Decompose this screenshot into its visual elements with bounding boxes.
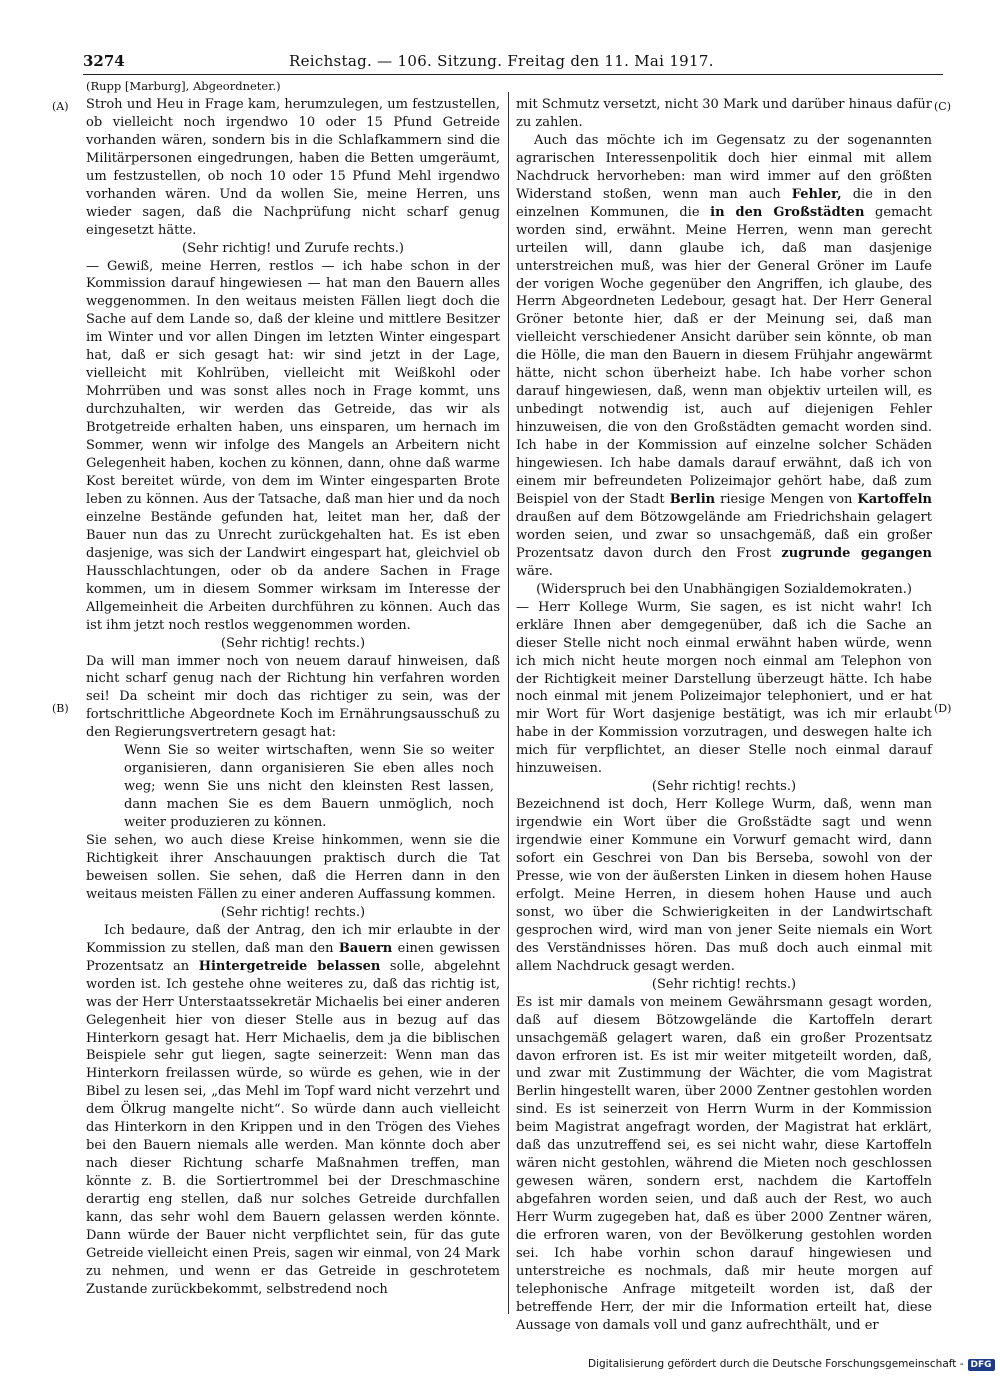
left-column — [86, 78, 500, 1299]
emphasis: Fehler, — [791, 186, 842, 202]
paragraph: Sie sehen, wo auch diese Kreise hinkommen, wenn sie die Richtigkeit ihrer Anschauungen praktisch durch die Tat beweisen sollen. Sie sehen, daß die Herren dann in den weitaus meisten Fällen zu einer anderen Auffassung kommen. — [86, 833, 500, 902]
text-run: draußen auf dem Bötzowgelände am Friedrichshain gelagert worden seien, und zwar so unsachgemäß, daß ein großer Prozentsatz davon durch den Frost — [516, 509, 932, 561]
margin-marker-d: (D) — [934, 702, 952, 715]
text-run: gemacht worden sind, erwähnt. Meine Herren, wenn man gerecht urteilen will, dann glaube ich, daß man dasjenige unterstreichen muß, was hier der General Gröner im Laufe der vorigen Woche gegenüber den Angriffen, ich glaube, des Herrn Abgeordneten Ledebour, gesagt hat. Der Herr General Gröner betonte hier, daß er der Meinung sei, daß man vielleicht verschiedener Ansicht darüber sein könnte, ob man die Hölle, die man den Bauern in diesem Frühjahr angewärmt hätte, nicht schon überheizt habe. Ich habe vorher schon darauf hingewiesen, daß, wenn man objektiv urteilen will, es unbedingt notwendig ist, auch auf diejenigen Fehler hinzuweisen, die von den Großstädten gemacht worden sind. Ich habe in der Kommission auf einzelne solcher Schäden hingewiesen. Ich habe damals darauf erwähnt, daß ich von einem mir befreundeten Polizeimajor gehört habe, daß zum Beispiel von der Stadt — [516, 204, 932, 507]
paragraph — [516, 132, 932, 581]
running-title: Reichstag. — 106. Sitzung. Freitag den 11. Mai 1917. — [289, 52, 714, 70]
paragraph: Bezeichnend ist doch, Herr Kollege Wurm, daß, wenn man irgendwie ein Wort über die Großstädte sagt und wenn irgendwie einer Kommune ein Vorwurf gemacht wird, dann sofort ein Geschrei von Dan bis Berseba, sowohl von der Presse, wie von der äußersten Linken in diesem hohen Hause erfolgt. Meine Herren, in diesem hohen Hause und auch sonst, wo über die Schwierigkeiten in der Landwirtschaft gesprochen wird, wird man von jener Seite niemals ein Wort des Verständnisses hören. Das muß doch auch einmal mit allem Nachdruck gesagt werden. — [516, 797, 932, 974]
digitization-credit — [588, 1358, 998, 1371]
emphasis: Berlin — [669, 491, 716, 507]
text-run: die in den einzelnen Kommunen, die — [516, 186, 932, 220]
emphasis: Hintergetreide belassen — [198, 958, 381, 974]
interjection: (Sehr richtig! rechts.) — [220, 904, 366, 920]
page-header — [83, 50, 943, 75]
interjection: (Sehr richtig! und Zurufe rechts.) — [182, 240, 404, 256]
paragraph: — Herr Kollege Wurm, Sie sagen, es ist nicht wahr! Ich erkläre Ihnen aber demgegenüber, daß ich die Sache an dieser Stelle nicht noch einmal erwähnt haben würde, wenn ich mich nicht heute morgen noch einmal am Telephon von der Richtigkeit meiner Darstellung überzeugt hätte. Ich habe noch einmal mit jenem Polizeimajor telephoniert, und er hat mir Wort für Wort dasjenige bestätigt, was ich mir erlaubt habe in der Kommission vorzutragen, und deswegen halte ich mich für verpflichtet, an dieser Stelle noch einmal darauf hinzuweisen. — [516, 599, 932, 777]
paragraph — [86, 922, 500, 1299]
interjection: (Sehr richtig! rechts.) — [651, 976, 797, 992]
text-run: solle, abgelehnt worden ist. Ich gestehe ohne weiteres zu, daß das richtig ist, was der Herr Unterstaatssekretär Michaelis bei einer anderen Gelegenheit hier von dieser Stelle aus in bezug auf das Hinterkorn gesagt hat. Herr Michaelis, dem ja die biblischen Beispiele sehr gut liegen, sagte seinerzeit: Wenn man das Hinterkorn freilassen würde, so würde es gehen, wie in der Bibel zu lesen sei, „das Mehl im Topf ward nicht verzehrt und dem Ölkrug mangelte nicht“. So würde dann auch vielleicht das Hinterkorn in den Krippen und in den Trögen des Viehes bei den Bauern niemals alle werden. Man könnte doch aber nach dieser Richtung scharfe Maßnahmen treffen, man könnte z. B. die Sortiertrommel bei der Dreschmaschine derartig eng stellen, daß nur solches Getreide durchfallen kann, das sehr wohl dem Bauern gelassen werden könnte. Dann würde der Bauer nicht verpflichtet sein, für das gute Getreide vielleicht einen Preis, sagen wir einmal, von 24 Mark zu nehmen, und wenn er das Getreide in geschrotetem Zustande zurückbekommt, selbstredend noch — [86, 958, 501, 1297]
margin-marker-a: (A) — [52, 100, 69, 113]
text-run: Auch das möchte ich im Gegensatz zu der sogenannten agrarischen Interessenpolitik doch hier einmal mit allem Nachdruck hervorheben: man wird immer auf den größten Widerstand stoßen, wenn man auch — [516, 132, 932, 202]
paragraph: — Gewiß, meine Herren, restlos — ich habe schon in der Kommission darauf hingewiesen — hat man den Bauern alles weggenommen. In den weitaus meisten Fällen liegt doch die Sache auf dem Lande so, daß der kleine und mittlere Besitzer im Winter und vor allen Dingen im letzten Winter eingespart hat, daß er sich gesagt hat: wir sind jetzt in der Lage, vielleicht mit Kohlrüben, vielleicht mit Weißkohl oder Mohrrüben und was sonst alles noch in Frage kommt, uns durchzuhalten, wir werden das Getreide, das wir als Brotgetreide erhalten haben, uns einsparen, um hernach im Sommer, wenn wir infolge des Mangels an Arbeitern nicht Gelegenheit haben, kochen zu können, dann, ohne daß warme Kost bereitet würde, von dem im Winter eingesparten Brote leben zu können. Aus der Tatsache, daß man hier und da noch einzelne Bestände gefunden hat, leitet man her, daß der Bauer nun das zu Unrecht zurückgehalten hat. Es ist eben dasjenige, was sich der Landwirt eingespart hat, gleichviel ob Hausschlachtungen, oder ob da andere Sachen in Frage kommen, um in diesem Sommer wirksam im Interesse der Allgemeinheit die Arbeiten durchführen zu können. Auch das ist ihm jetzt noch restlos weggenommen worden. — [86, 258, 500, 633]
interjection: (Sehr richtig! rechts.) — [220, 635, 366, 651]
interjection: (Widerspruch bei den Unabhängigen Sozialdemokraten.) — [536, 581, 912, 597]
paragraph: Es ist mir damals von meinem Gewährsmann gesagt worden, daß auf diesem Bötzowgelände die Kartoffeln derart unsachgemäß gelagert waren, daß ein großer Prozentsatz davon erfroren ist. Es ist mir weiter mitgeteilt worden, daß, und zwar mit Zustimmung der Wächter, die vom Magistrat Berlin hingestellt waren, über 2000 Zentner gestohlen worden sind. Es ist seinerzeit von Herrn Wurm in der Kommission beim Magistrat angefragt worden, der Magistrat hat erklärt, daß das unzutreffend sei, es sei nicht wahr, diese Kartoffeln wären nicht gestohlen, während die Mieten noch geschlossen gewesen wären, sondern erst, nachdem die Kartoffeln abgefahren worden seien, und daß auch der Rest, wo auch Herr Wurm zugegeben hat, daß es über 2000 Zentner wären, die erfroren waren, von der Bevölkerung gestohlen worden sei. Ich habe vorhin schon darauf hingewiesen und unterstreiche es nochmals, daß mir heute morgen auf telephonische Anfrage mitgeteilt worden ist, daß der betreffende Herr, der mir die Information erteilt hat, diese Aussage von damals voll und ganz aufrechthält, und er — [516, 994, 932, 1333]
interjection: (Sehr richtig! rechts.) — [651, 779, 797, 795]
column-divider — [508, 92, 509, 1314]
dfg-logo: DFG — [968, 1359, 995, 1371]
paragraph: mit Schmutz versetzt, nicht 30 Mark und darüber hinaus dafür zu zahlen. — [516, 97, 932, 130]
text-run: Ich bedaure, daß der Antrag, den ich mir erlaubte in der Kommission zu stellen, daß man den — [86, 922, 500, 956]
emphasis: zugrunde gegangen — [781, 545, 933, 561]
page-number: 3274 — [83, 52, 125, 70]
right-column — [516, 78, 932, 1335]
margin-marker-b: (B) — [52, 702, 69, 715]
emphasis: Kartoffeln — [857, 491, 933, 507]
emphasis: in den Großstädten — [710, 204, 865, 220]
speaker-line: (Rupp [Marburg], Abgeordneter.) — [86, 79, 281, 93]
margin-marker-c: (C) — [934, 100, 951, 113]
block-quote: Wenn Sie so weiter wirtschaften, wenn Sie so weiter organisieren, dann organisieren Sie eben alles noch weg; wenn Sie uns nicht den kleinsten Rest lassen, dann machen Sie es dem Bauern unmöglich, noch weiter produzieren zu können. — [124, 743, 494, 831]
paragraph: Stroh und Heu in Frage kam, herumzulegen, um festzustellen, ob vielleicht noch irgendwo 10 oder 15 Pfund Getreide vorhanden wären, sondern bis in die Schlafkammern sind die Militärpersonen eingedrungen, haben die Betten umgeräumt, um festzustellen, ob noch 10 oder 15 Pfund Mehl irgendwo vorhanden wären. Und da wollen Sie, meine Herren, uns wieder sagen, daß die Nachprüfung nicht scharf genug eingesetzt hätte. — [86, 96, 500, 238]
text-run: riesige Mengen von — [715, 491, 858, 507]
paragraph: Da will man immer noch von neuem darauf hinweisen, daß nicht scharf genug nach der Richtung hin verfahren worden sei! Da scheint mir doch das richtiger zu sein, was der fortschrittliche Abgeordnete Koch im Ernährungsausschuß zu den Regierungsvertretern gesagt hat: — [86, 653, 500, 741]
text-run: einen gewissen Prozentsatz an — [86, 940, 500, 974]
credit-text: Digitalisierung gefördert durch die Deutsche Forschungsgemeinschaft - — [588, 1358, 964, 1370]
emphasis: Bauern — [338, 940, 393, 956]
text-run: wäre. — [516, 563, 553, 579]
